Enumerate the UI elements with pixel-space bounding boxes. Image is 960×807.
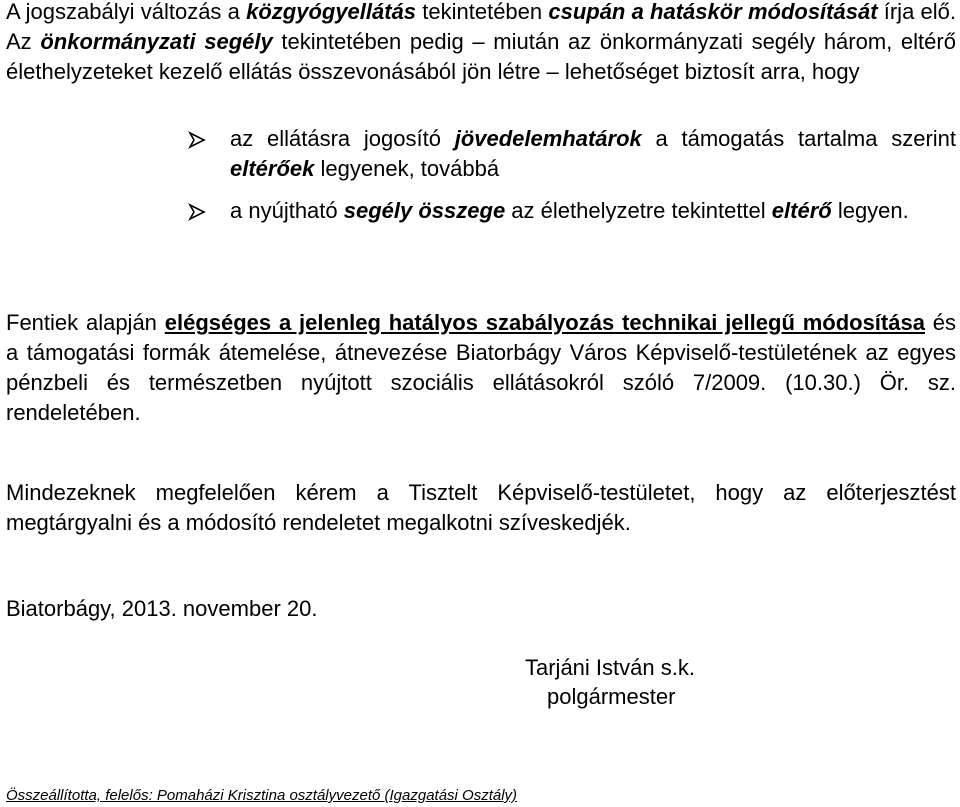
signature-title: polgármester [547, 684, 676, 709]
text: Fentiek alapján [6, 310, 165, 335]
bullet-item-income-limits [188, 124, 956, 184]
paragraph-request: Mindezeknek megfelelően kérem a Tisztelt Képviselő-testületet, hogy az előterjesztést megtárgyalni és a módosító rendeletet megalkotni szíveskedjék. [6, 480, 956, 535]
emphasis-text: eltérő [771, 198, 832, 223]
text: a nyújtható [230, 198, 344, 223]
emphasis-text: jövedelemhatárok [454, 126, 642, 151]
text: az élethelyzetre tekintettel [505, 198, 772, 223]
text: tekintetében [416, 0, 549, 24]
emphasis-text: önkormányzati segély [40, 29, 273, 54]
emphasis-text: közgyógyellátás [246, 0, 417, 24]
text: írja elő. Az [6, 0, 956, 54]
date-line: Biatorbágy, 2013. november 20. [6, 596, 318, 621]
text: A jogszabályi változás a [6, 0, 247, 24]
emphasis-text: csupán a hatáskör módosítását [548, 0, 878, 24]
text: legyenek, továbbá [314, 156, 500, 181]
emphasis-text: eltérőek [230, 156, 315, 181]
underlined-emphasis-text: elégséges a jelenleg hatályos szabályozás technikai jellegű módosítása [164, 310, 925, 335]
text: tekintetében pedig – miután az önkormányzati segély három, eltérő élethelyzeteket kezelő ellátás összevonásából jön létre – lehetőséget biztosít arra, hogy [6, 29, 956, 84]
text: legyen. [831, 198, 909, 223]
bullet-item-aid-amount [188, 196, 956, 226]
paragraph-conclusion [6, 308, 956, 428]
footer-compiled-by: Összeállította, felelős: Pomaházi Krisztina osztályvezető (Igazgatási Osztály) [6, 787, 518, 804]
text: és a támogatási formák átemelése, átnevezése Biatorbágy Város Képviselő-testületének az egyes pénzbeli és természetben nyújtott szociális ellátásokról szóló 7/2009. (10.30.) Ör. sz. rendeletében. [6, 310, 957, 425]
signature-name: Tarjáni István s.k. [525, 655, 695, 680]
emphasis-text: segély összege [343, 198, 506, 223]
paragraph-intro [6, 0, 956, 87]
text: a támogatás tartalma szerint [641, 126, 957, 151]
text: az ellátásra jogosító [230, 126, 455, 151]
